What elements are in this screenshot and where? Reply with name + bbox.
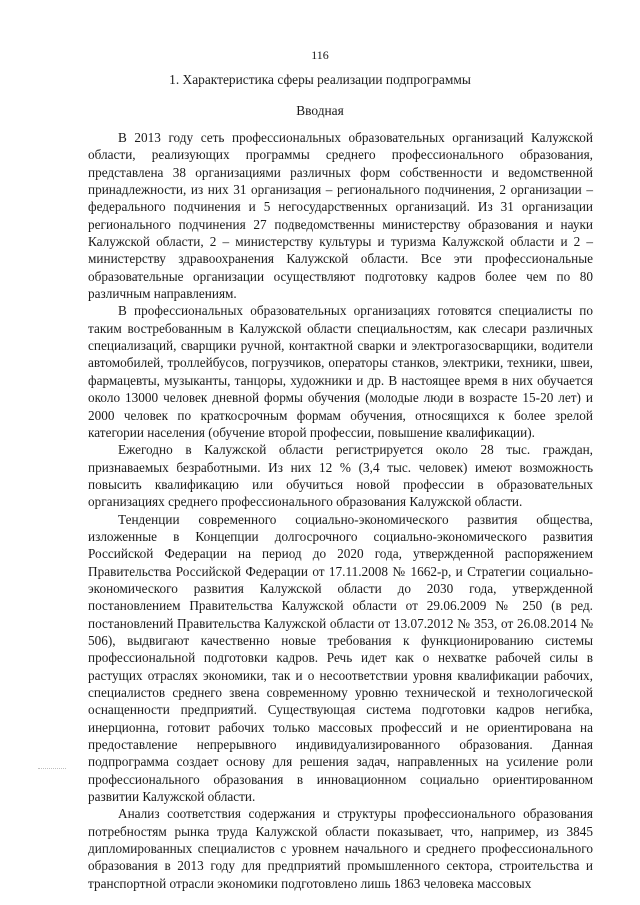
paragraph-development-trends: Тенденции современного социально-экономического развития общества, изложенные в Концепции долгосрочного социально-экономического развития Российской Федерации на период до 2020 года, утвержденной распоряжением Правительства Российской Федерации от 17.11.2008 № 1662-р, и Стратегии социально-экономического развития Калужской области до 2030 года, утвержденной постановлением Правительства Калужской области от 29.06.2009 № 250 (в ред. постановлений Правительства Калужской области от 13.07.2012 № 353, от 26.08.2014 № 506), выдвигают качественно новые требования к функционированию системы профессиональной подготовки кадров. Речь идет как о нехватке рабочей силы в растущих отраслях экономики, так и о несоответствии уровня квалификации рабочих, специалистов среднего звена современному уровню технической и технологической оснащенности предприятий. Существующая система подготовки кадров негибка, инерционна, готовит рабочих только массовых профессий и не ориентирована на предоставление непрерывного индивидуализированного образования. Данная подпрограмма создает основу для решения задач, направленных на усиление роли профессионального образования в инновационном социально ориентированном развитии Калужской области. xyxy=(88,511,593,805)
body-text xyxy=(88,129,593,892)
paragraph-unemployed: Ежегодно в Калужской области регистрируется около 28 тыс. граждан, признаваемых безработными. Из них 12 % (3,4 тыс. человек) имеют возможность повысить квалификацию или обучиться новой профессии в образовательных организациях среднего профессионального образования Калужской области. xyxy=(88,442,593,510)
scan-artifact xyxy=(38,768,66,773)
paragraph-network-overview: В 2013 году сеть профессиональных образовательных организаций Калужской области, реализующих программы среднего профессионального образования, представлена 38 организациями различных форм собственности и ведомственной принадлежности, из них 31 организация – регионального подчинения, 2 организации – федерального подчинения и 5 негосударственных организаций. Из 31 организации регионального подчинения 27 подведомственны министерству образования и науки Калужской области, 2 – министерству культуры и туризма Калужской области и 2 – министерству здравоохранения Калужской области. Все эти профессиональные образовательные организации осуществляют подготовку кадров более чем по 80 различным направлениям. xyxy=(88,130,593,302)
paragraph-labor-market-analysis: Анализ соответствия содержания и структуры профессионального образования потребностям рынка труда Калужской области показывает, что, например, из 3845 дипломированных специалистов с уровнем начального и среднего профессионального образования в 2013 году для предприятий промышленного сектора, строительства и транспортной отрасли экономики подготовлено лишь 1863 человека массовых xyxy=(88,806,593,891)
section-subheading: Вводная xyxy=(296,103,344,118)
paragraph-specialties: В профессиональных образовательных организациях готовятся специалисты по таким востребованным в Калужской области специальностям, как слесари различных специализаций, сварщики ручной, контактной сварки и электрогазосварщики, водители автомобилей, троллейбусов, погрузчиков, операторы станков, электрики, техники, швеи, фармацевты, музыканты, танцоры, художники и др. В настоящее время в них обучается около 13000 человек дневной формы обучения (молодые люди в возрасте 15-20 лет) и 2000 человек по краткосрочным формам обучения, относящихся к более зрелой категории населения (обучение второй профессии, повышение квалификации). xyxy=(88,303,593,440)
page-number: 116 xyxy=(311,48,329,62)
section-heading: 1. Характеристика сферы реализации подпрограммы xyxy=(169,72,471,87)
